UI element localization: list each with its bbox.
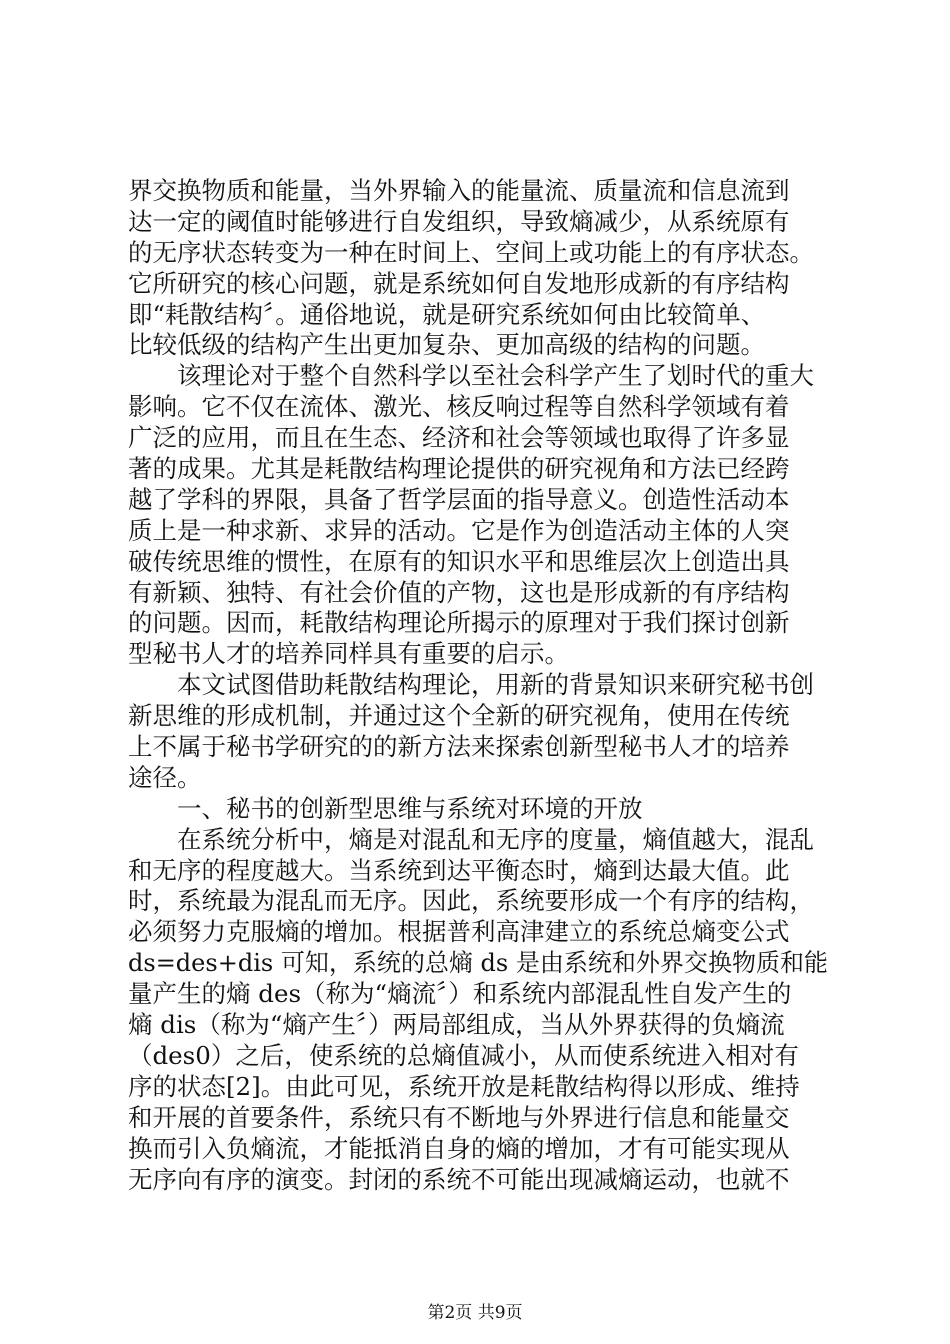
text-line-content: 无序向有序的演变。封闭的系统不可能出现减熵运动，也就不 <box>128 1164 790 1194</box>
text-line-content: 的无序状态转变为一种在时间上、空间上或功能上的有序状态。 <box>128 237 814 267</box>
text-line-content: 质上是一种求新、求异的活动。它是作为创造活动主体的人突 <box>128 515 790 545</box>
text-line-content: ds=des+dis 可知，系统的总熵 ds 是由系统和外界交换物质和能 <box>128 948 828 978</box>
text-line <box>128 886 828 917</box>
text-line <box>128 176 828 207</box>
text-line <box>128 1010 828 1041</box>
text-line-content: 量产生的熵 des（称为“熵流〞）和系统内部混乱性自发产生的 <box>128 979 792 1009</box>
text-line <box>128 732 828 763</box>
text-line-content: 新思维的形成机制，并通过这个全新的研究视角，使用在传统 <box>128 701 790 731</box>
text-line-content: 时，系统最为混乱而无序。因此，系统要形成一个有序的结构， <box>128 886 814 916</box>
text-line-content: 界交换物质和能量，当外界输入的能量流、质量流和信息流到 <box>128 176 790 205</box>
text-line-content: 破传统思维的惯性，在原有的知识水平和思维层次上创造出具 <box>128 546 790 576</box>
text-line <box>128 392 828 423</box>
text-line-content: 本文试图借助耗散结构理论，用新的背景知识来研究秘书创 <box>128 670 814 700</box>
text-line <box>128 330 828 361</box>
text-line-content: 和开展的首要条件，系统只有不断地与外界进行信息和能量交 <box>128 1102 790 1132</box>
body-text <box>128 176 828 1195</box>
text-line-content: 和无序的程度越大。当系统到达平衡态时，熵到达最大值。此 <box>128 855 790 885</box>
text-line-content: （des0）之后，使系统的总熵值减小，从而使系统进入相对有 <box>128 1040 799 1070</box>
text-line-content: 即“耗散结构〞。通俗地说，就是研究系统如何由比较简单、 <box>128 299 766 329</box>
text-line-content: 比较低级的结构产生出更加复杂、更加高级的结构的问题。 <box>128 330 765 360</box>
text-line <box>128 825 828 856</box>
text-line-content: 著的成果。尤其是耗散结构理论提供的研究视角和方法已经跨 <box>128 454 790 484</box>
text-line-content: 广泛的应用，而且在生态、经济和社会等领域也取得了许多显 <box>128 423 790 453</box>
text-line <box>128 1165 828 1196</box>
text-line-content: 的问题。因而，耗散结构理论所揭示的原理对于我们探讨创新 <box>128 608 790 638</box>
text-line-content: 型秘书人才的培养同样具有重要的启示。 <box>128 639 569 669</box>
text-line-content: 影响。它不仅在流体、激光、核反响过程等自然科学领域有着 <box>128 392 790 422</box>
text-line <box>128 578 828 609</box>
page-footer: 第2页 共9页 <box>427 1303 523 1323</box>
text-line <box>128 485 828 516</box>
text-line <box>128 948 828 979</box>
text-line <box>128 1041 828 1072</box>
text-line <box>128 269 828 300</box>
text-line <box>128 701 828 732</box>
text-line <box>128 639 828 670</box>
text-line-content: 序的状态[2]。由此可见，系统开放是耗散结构得以形成、维持 <box>128 1071 800 1101</box>
text-line <box>128 670 828 701</box>
text-line-content: 在系统分析中，熵是对混乱和无序的度量，熵值越大，混乱 <box>128 824 814 854</box>
text-line-content: 上不属于秘书学研究的的新方法来探索创新型秘书人才的培养 <box>128 732 790 762</box>
text-line-content: 该理论对于整个自然科学以至社会科学产生了划时代的重大 <box>128 361 814 391</box>
text-line <box>128 979 828 1010</box>
text-line <box>128 454 828 485</box>
text-line-content: 它所研究的核心问题，就是系统如何自发地形成新的有序结构 <box>128 268 790 298</box>
text-line <box>128 547 828 578</box>
text-line-content: 越了学科的界限，具备了哲学层面的指导意义。创造性活动本 <box>128 484 790 514</box>
text-line <box>128 608 828 639</box>
text-line <box>128 361 828 392</box>
text-line <box>128 794 828 825</box>
text-line-content: 达一定的阈值时能够进行自发组织，导致熵减少，从系统原有 <box>128 206 790 236</box>
text-line <box>128 856 828 887</box>
text-line <box>128 1072 828 1103</box>
text-line <box>128 238 828 269</box>
text-line-content: 换而引入负熵流，才能抵消自身的熵的增加，才有可能实现从 <box>128 1133 790 1163</box>
text-line-content: 熵 dis（称为“熵产生〞）两局部组成，当从外界获得的负熵流 <box>128 1010 785 1040</box>
text-line-content: 途径。 <box>128 762 202 792</box>
text-line <box>128 207 828 238</box>
text-line <box>128 917 828 948</box>
text-line <box>128 423 828 454</box>
text-line <box>128 1134 828 1165</box>
text-line <box>128 1103 828 1134</box>
text-line <box>128 763 828 794</box>
text-line-content: 一、秘书的创新型思维与系统对环境的开放 <box>128 793 643 823</box>
text-line-content: 有新颖、独特、有社会价值的产物，这也是形成新的有序结构 <box>128 577 790 607</box>
text-line <box>128 516 828 547</box>
text-line <box>128 300 828 331</box>
text-line-content: 必须努力克服熵的增加。根据普利高津建立的系统总熵变公式 <box>128 917 790 947</box>
